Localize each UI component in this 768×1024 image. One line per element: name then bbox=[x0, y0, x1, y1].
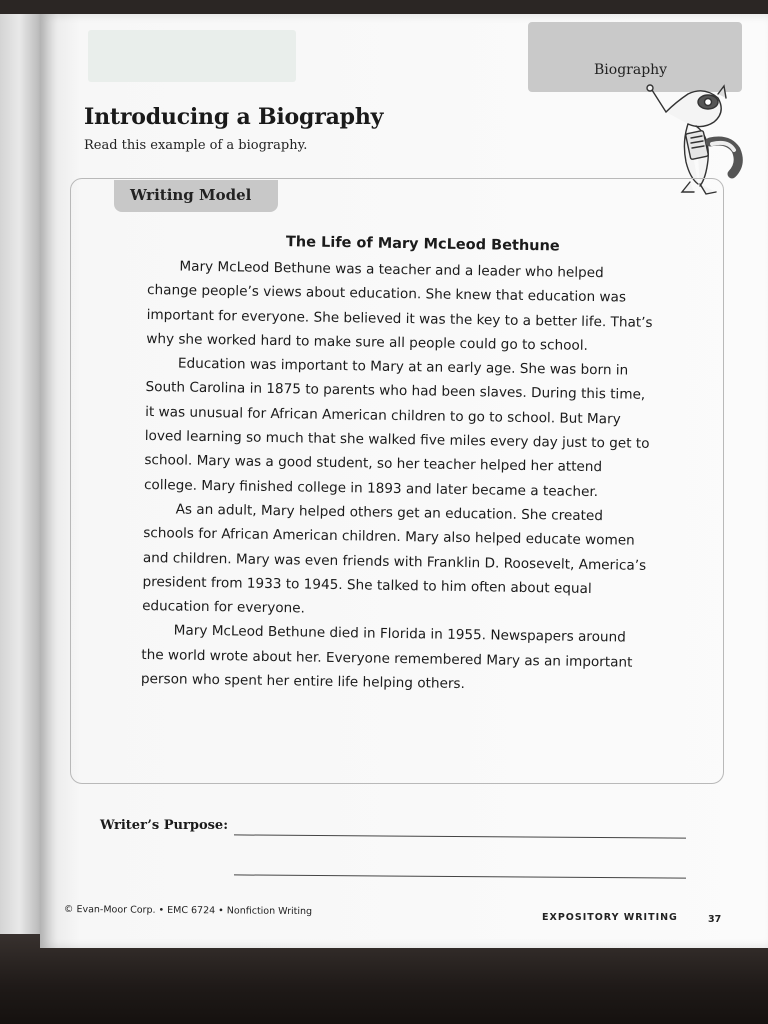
essay-paragraph: Education was important to Mary at an early age. She was born in South Carolina in 1875 to parents who had been slaves. During this time, it was unusual for African American children to go to school. But Mary loved learning so much that she walked five miles every day just to get to school. Mary was a good student, so her teacher helped her attend college. Mary finished college in 1893 and later became a teacher. bbox=[143, 355, 650, 500]
essay-paragraph: Mary McLeod Bethune was a teacher and a leader who helped change people’s views about education. She knew that education was important for everyone. She believed it was the key to a better life. That’s why she worked hard to make sure all people could go to school. bbox=[146, 258, 653, 354]
section-footer: EXPOSITORY WRITING bbox=[542, 912, 678, 923]
essay-paragraph: As an adult, Mary helped others get an education. She created schools for African American children. Mary also helped educate women and children. Mary was even friends with Franklin D. Roosevelt, America’s president from 1933 to 1945. She talked to him often about equal education for everyone. bbox=[141, 501, 647, 617]
essay bbox=[141, 232, 658, 699]
page-subtitle: Read this example of a biography. bbox=[84, 138, 308, 153]
bleed-through-box bbox=[88, 30, 296, 82]
essay-title: The Life of Mary McLeod Bethune bbox=[285, 234, 560, 255]
writing-model-label: Writing Model bbox=[130, 186, 252, 204]
essay-paragraph: Mary McLeod Bethune died in Florida in 1955. Newspapers around the world wrote about her. Everyone remembered Mary as an important person who spent her entire life helping others. bbox=[140, 622, 633, 693]
copyright-footer: © Evan-Moor Corp. • EMC 6724 • Nonfiction Writing bbox=[63, 904, 313, 918]
writers-purpose-label: Writer’s Purpose: bbox=[100, 818, 229, 833]
page-title: Introducing a Biography bbox=[84, 104, 384, 130]
page-number: 37 bbox=[708, 914, 722, 925]
section-label: Biography bbox=[594, 62, 668, 78]
